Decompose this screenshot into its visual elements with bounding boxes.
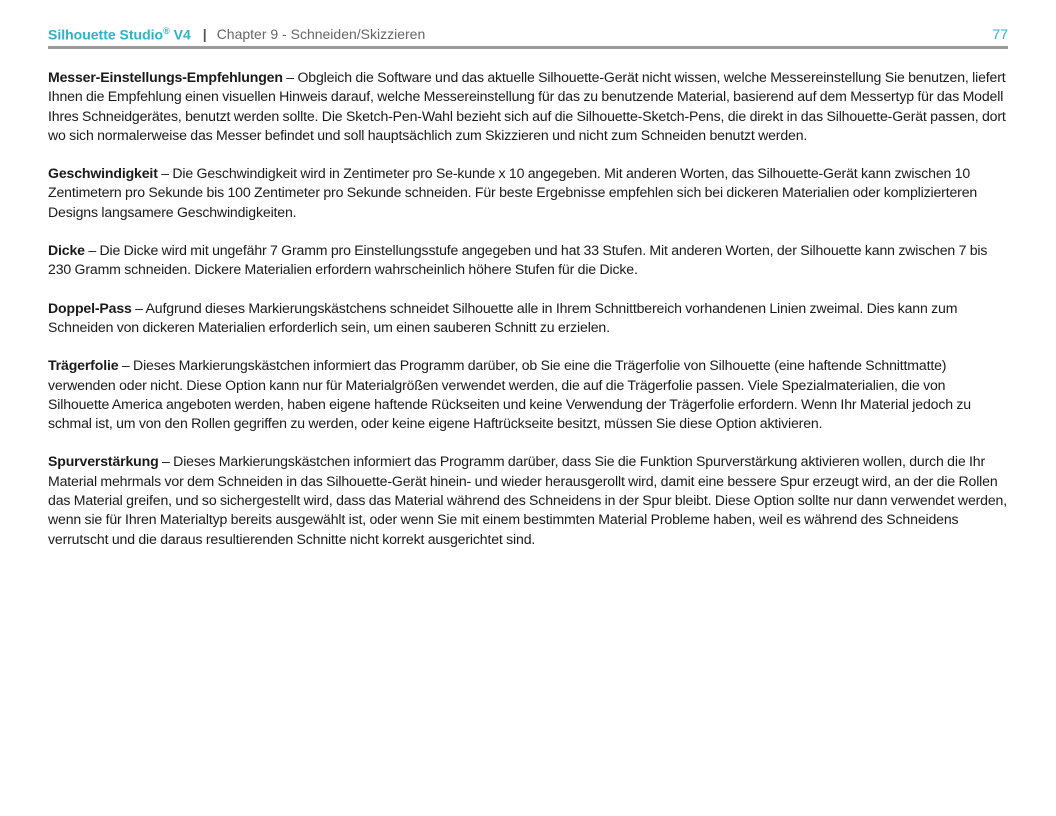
paragraph-text: – Die Dicke wird mit ungefähr 7 Gramm pro Einstellungsstufe angegeben und hat 33 Stufen. Mit anderen Worten, der Silhouette kann zwischen 7 bis 230 Gramm schneiden. Dickere Materialien erfordern wahrscheinlich höhere Stufen für die Dicke.	[48, 242, 988, 278]
term-heading: Geschwindigkeit	[48, 165, 158, 182]
brand-title	[48, 26, 191, 43]
paragraph-messer-einstellungs-empfehlungen	[48, 68, 1010, 145]
paragraph-text: – Obgleich die Software und das aktuelle Silhouette-Gerät nicht wissen, welche Messereinstellung Sie benutzen, liefert Ihnen die Empfehlung einen visuellen Hinweis darauf, welche Messereinstellung für das zu benutzende Material, basierend auf dem Messertyp für das Modell Ihres Schneidgerätes, benutzt werden sollte. Die Sketch-Pen-Wahl bezieht sich auf die Silhouette-Sketch-Pens, die direkt in das Silhouette-Gerät passen, dort wo sich normalerweise das Messer befindet und soll hauptsächlich zum Skizzieren und nicht zum Schneiden benutzt werden.	[48, 69, 1006, 143]
registered-mark: ®	[163, 25, 170, 36]
paragraph-traegerfolie	[48, 356, 1010, 433]
paragraph-geschwindigkeit	[48, 164, 1010, 222]
paragraph-doppel-pass	[48, 299, 1010, 338]
header-divider	[48, 46, 1008, 49]
paragraph-text: – Dieses Markierungskästchen informiert das Programm darüber, dass Sie die Funktion Spurverstärkung aktivieren wollen, durch die Ihr Material mehrmals vor dem Schneiden in das Silhouette-Gerät hinein- und wieder herausgerollt wird, damit eine bessere Spur erzeugt wird, an der die Rollen das Material greifen, und so sichergestellt wird, dass das Material während des Schneidens in der Spur bleibt. Diese Option sollte nur dann verwendet werden, wenn sie für Ihren Materialtyp bereits ausgewählt ist, oder wenn Sie mit einem bestimmten Material Probleme haben, weil es während des Schneidens verrutscht und die daraus resultierenden Schnitte nicht korrekt ausgerichtet sind.	[48, 453, 1008, 547]
term-heading: Doppel-Pass	[48, 299, 132, 316]
term-heading: Messer-Einstellungs-Empfehlungen	[48, 69, 283, 85]
term-heading: Trägerfolie	[48, 357, 119, 374]
paragraph-text: – Aufgrund dieses Markierungskästchens schneidet Silhouette alle in Ihrem Schnittbereich vorhandenen Linien zweimal. Dies kann zum Schneiden von dickeren Materialien erforderlich sein, um einen sauberen Schnitt zu erzielen.	[48, 299, 958, 335]
paragraph-dicke	[48, 241, 1010, 280]
chapter-title: Chapter 9 - Schneiden/Skizzieren	[216, 26, 426, 42]
paragraph-text: – Die Geschwindigkeit wird in Zentimeter pro Se-kunde x 10 angegeben. Mit anderen Worten, das Silhouette-Gerät kann zwischen 10 Zentimetern pro Sekunde bis 100 Zentimeter pro Sekunde schneiden. Für beste Ergebnisse empfehlen sich bei dickeren Materialien oder komplizierteren Designs langsamere Geschwindigkeiten.	[48, 165, 978, 220]
document-body	[48, 68, 1010, 568]
page-number: 77	[992, 26, 1008, 42]
brand-version: V4	[169, 26, 191, 43]
term-heading: Dicke	[48, 242, 85, 259]
paragraph-text: – Dieses Markierungskästchen informiert das Programm darüber, ob Sie eine die Trägerfolie von Silhouette (eine haftende Schnittmatte) verwenden oder nicht. Diese Option kann nur für Materialgrößen verwendet werden, die auf die Trägerfolie passen. Viele Spezialmaterialien, die von Silhouette America angeboten werden, haben eigene haftende Rückseiten und keine Verwendung der Trägerfolie erfordern. Wenn Ihr Material jedoch zu schmal ist, um von den Rollen gegriffen zu werden, oder keine eigene Haftrückseite besitzt, müssen Sie diese Option aktivieren.	[48, 357, 971, 432]
header-separator: |	[202, 26, 207, 42]
paragraph-spurverstaerkung	[48, 452, 1010, 548]
term-heading: Spurverstärkung	[48, 453, 159, 470]
brand-name: Silhouette Studio	[48, 26, 164, 43]
page-header	[48, 22, 1008, 46]
